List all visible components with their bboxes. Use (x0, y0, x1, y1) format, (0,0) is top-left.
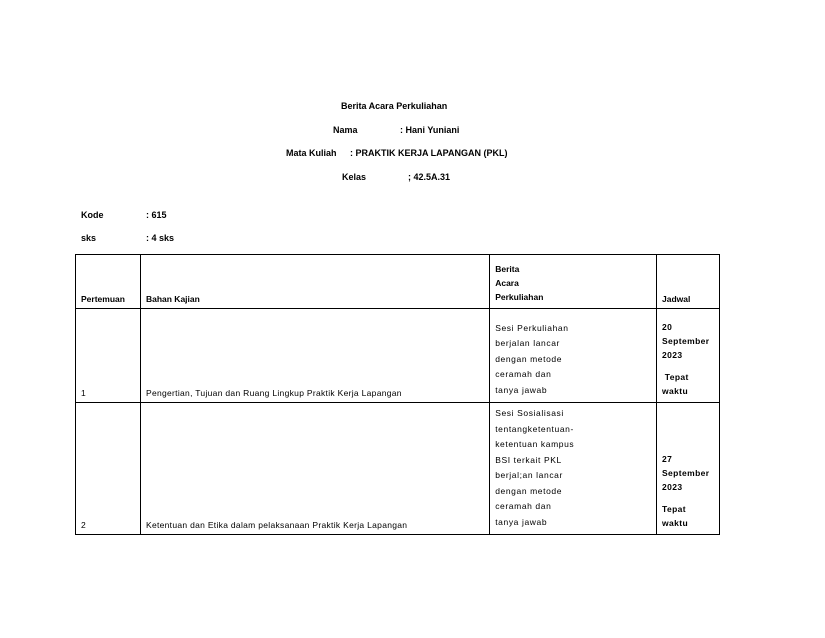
berita-line: tentangketentuan- (495, 423, 574, 434)
lecture-table (75, 254, 720, 535)
berita-line: berjalan lancar (495, 338, 560, 348)
matakuliah-label: Mata Kuliah (286, 148, 337, 158)
row-bahan-kajian: Pengertian, Tujuan dan Ruang Lingkup Praktik Kerja Lapangan (140, 309, 489, 403)
nama-label: Nama (333, 125, 358, 135)
header-bahan-kajian: Bahan Kajian (140, 255, 489, 309)
berita-line: Sesi Sosialisasi (495, 408, 564, 418)
row-jadwal (656, 403, 719, 535)
jadwal-line: 2023 (661, 350, 683, 360)
jadwal-line: Tepat (661, 504, 687, 514)
nama-value: : Hani Yuniani (400, 125, 460, 135)
document-title: Berita Acara Perkuliahan (341, 101, 448, 111)
kelas-value: ; 42.5A.31 (408, 172, 451, 182)
header-pertemuan: Pertemuan (76, 255, 141, 309)
berita-line: tanya jawab (495, 384, 548, 395)
row-number: 2 (76, 403, 141, 535)
berita-line: berjal;an lancar (495, 470, 563, 480)
header-jadwal: Jadwal (656, 255, 719, 309)
berita-line: dengan metode (495, 353, 563, 364)
berita-line: BSI terkait PKL (495, 454, 562, 465)
row-bahan-kajian: Ketentuan dan Etika dalam pelaksanaan Praktik Kerja Lapangan (140, 403, 489, 535)
jadwal-line: 27 (661, 454, 673, 464)
berita-line: ceramah dan (495, 369, 552, 379)
sks-label: sks (81, 233, 97, 243)
kelas-label: Kelas (342, 172, 367, 182)
row-berita-acara (490, 309, 657, 403)
header-berita-acara (490, 255, 657, 309)
berita-line: ketentuan kampus (495, 439, 575, 449)
jadwal-line: 2023 (661, 482, 683, 492)
row-number: 1 (76, 309, 141, 403)
jadwal-line: 20 (661, 322, 673, 332)
berita-line: tanya jawab (495, 516, 548, 527)
header-berita-line: Acara (495, 278, 519, 288)
jadwal-line: waktu (661, 386, 689, 396)
berita-line: ceramah dan (495, 501, 552, 511)
header-berita-line: Perkuliahan (495, 292, 544, 302)
berita-line: Sesi Perkuliahan (495, 322, 569, 333)
table-row (76, 309, 720, 403)
matakuliah-value: : PRAKTIK KERJA LAPANGAN (PKL) (350, 148, 508, 158)
kode-label: Kode (81, 210, 104, 220)
jadwal-line: waktu (661, 518, 689, 528)
jadwal-line: September (661, 336, 710, 346)
table-header-row (76, 255, 720, 309)
table-row (76, 403, 720, 535)
header-berita-line: Berita (495, 264, 520, 274)
row-berita-acara (490, 403, 657, 535)
jadwal-line: September (661, 468, 710, 478)
kode-value: : 615 (146, 210, 167, 220)
jadwal-line: Tepat (661, 372, 689, 382)
row-jadwal (656, 309, 719, 403)
berita-line: dengan metode (495, 485, 563, 496)
sks-value: : 4 sks (146, 233, 175, 243)
